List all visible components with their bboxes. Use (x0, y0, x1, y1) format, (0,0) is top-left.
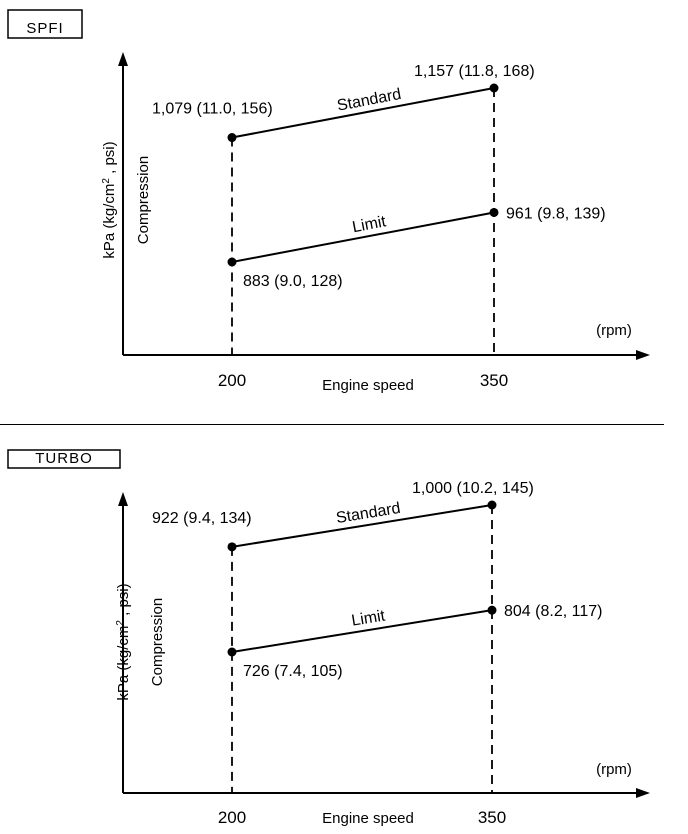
x-axis-label: Engine speed (322, 810, 414, 827)
data-label: 1,000 (10.2, 145) (412, 480, 534, 497)
data-point (488, 501, 497, 510)
data-label: 726 (7.4, 105) (243, 663, 343, 680)
y-axis-units-label (101, 141, 119, 258)
x-axis-unit: (rpm) (596, 322, 632, 339)
y-axis-units-superscript: 2 (114, 620, 126, 626)
data-label: 883 (9.0, 128) (243, 273, 343, 290)
data-label: 1,157 (11.8, 168) (414, 63, 535, 80)
x-tick-label: 200 (217, 808, 247, 827)
turbo-chart-panel (0, 430, 688, 834)
series-name-label: Limit (350, 607, 387, 630)
series-name-label: Standard (335, 85, 403, 115)
panel-divider (0, 424, 664, 425)
x-axis-unit: (rpm) (596, 761, 632, 778)
y-axis-units-label (115, 583, 133, 700)
series-name-label: Limit (350, 213, 388, 237)
data-label: 922 (9.4, 134) (152, 509, 252, 527)
x-tick-label: 200 (217, 371, 247, 390)
x-axis-arrowhead (636, 788, 650, 798)
data-point (228, 542, 237, 551)
chart-title: TURBO (35, 450, 93, 467)
data-point (228, 648, 237, 657)
y-axis-label: Compression (149, 597, 166, 687)
chart-title-box (8, 450, 120, 468)
x-axis-label: Engine speed (322, 377, 414, 394)
x-tick-label: 350 (479, 371, 509, 390)
data-label: 804 (8.2, 117) (504, 603, 603, 621)
y-axis-units-superscript: 2 (100, 178, 112, 184)
y-axis-units-suffix: , psi) (115, 583, 132, 621)
turbo-chart (0, 430, 688, 834)
data-point (228, 133, 237, 142)
data-point (228, 258, 237, 267)
x-tick-label: 350 (477, 808, 507, 827)
data-point (490, 84, 499, 93)
data-point (490, 208, 499, 217)
y-axis-arrowhead (118, 52, 128, 66)
chart-title-box (8, 10, 82, 38)
data-label: 1,079 (11.0, 156) (152, 100, 273, 118)
data-label: 961 (9.8, 139) (506, 205, 606, 223)
y-axis-label: Compression (135, 155, 152, 245)
data-point (488, 606, 497, 615)
y-axis-units-prefix: kPa (kg/cm (115, 625, 132, 701)
y-axis-arrowhead (118, 492, 128, 506)
y-axis-units-suffix: , psi) (101, 141, 118, 179)
series-name-label: Standard (334, 499, 402, 528)
x-axis-arrowhead (636, 350, 650, 360)
chart-title: SPFI (26, 20, 64, 37)
y-axis-units-prefix: kPa (kg/cm (101, 183, 118, 259)
